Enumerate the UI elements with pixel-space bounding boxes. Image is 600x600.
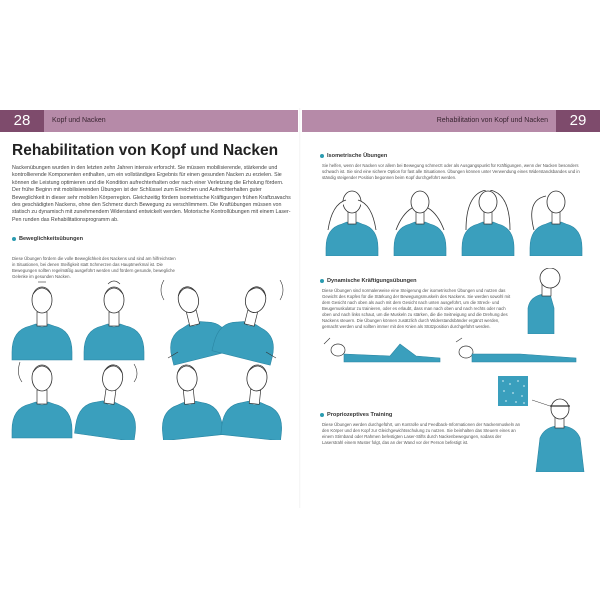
- left-running-head: Kopf und Nacken: [52, 117, 106, 124]
- right-running-head: Rehabilitation von Kopf und Nacken: [436, 117, 548, 124]
- mobility-figure-4: [212, 280, 288, 365]
- right-header-band: [302, 110, 600, 132]
- isometric-figure-3: [462, 190, 514, 256]
- mobility-figure-6: [75, 361, 145, 440]
- section-bullet-icon: [320, 413, 324, 417]
- isometric-figure-2: [394, 191, 446, 256]
- section-heading-text: Propriozeptives Training: [327, 412, 393, 418]
- isometric-figure-1: [326, 191, 378, 256]
- section-bullet-icon: [320, 154, 324, 158]
- left-page-number: 28: [0, 110, 44, 132]
- mobility-figure-5: [12, 362, 72, 438]
- side-neck-figure: [520, 268, 580, 334]
- isometric-exercise-figures: [318, 190, 590, 256]
- isometric-figure-4: [530, 191, 582, 256]
- section-heading-text: Beweglichkeitsübungen: [19, 236, 84, 242]
- mobility-exercise-figures: [6, 280, 296, 440]
- lying-exercise-figures: [320, 334, 584, 364]
- section-heading-mobility: [12, 236, 83, 242]
- left-header-band: [0, 110, 298, 132]
- dynamic-text: Diese Übungen sind normalerweise eine Steigerung der isometrischen Übungen und nutzen das Gewicht des Kopfes für die Stärkung der Bewegungsmuskeln des Nackens. Sie werden sowohl mit dem Gesicht nach oben als auch mit dem Gesicht nach unten ausgeführt, um die Streck- und Beugemuskulatur zu trainieren, oder es erlaubt, dass man nach oben und nach rechts oder nach oben und nach links schaut, um die Muskeln zu stärken, die die Seitneigung und die Drehung des Nackens steuern. Die Übungen können zusätzlich durch Widerstandsbänder ergänzt werden, gemacht werden und sollten immer mit den Knien als Stützposition durchgeführt werden.: [322, 288, 511, 329]
- laser-target-pattern: [498, 376, 528, 406]
- prone-figure: [456, 338, 576, 362]
- supine-figure: [324, 338, 440, 362]
- mobility-text: Diese Übungen fördern die volle Beweglichkeit des Nackens und sind am hilfreichsten in Situationen, bei denen Steifigkeit statt Schmerzen das Hauptmerkmal ist. Die Bewegungen sollten regelmäßig ausgeführt werden und fördern gesunde, bewegliche Gelenke im gesunden Nacken.: [12, 256, 176, 279]
- section-bullet-icon: [12, 237, 16, 241]
- intro-paragraph: Nackenübungen wurden in den letzten zehn Jahren intensiv erforscht. Sie müssen mobilisierende, stärkende und kontrollierende Komponenten enthalten, um ein vollständiges Ergebnis für einen gesunden Nacken zu erzielen. Sie können die Leistung optimieren und die Kondition aufrechterhalten oder nach einer Verletzung die Erholung fördern. Der frühe Beginn mit mobilisierenden Übungen ist der Schlüssel zum Erreichen und Aufrechterhalten guter Beweglichkeit in dieser sehr mobilen Körperregion. Gleichzeitig fördern isometrische Kräftigungen frühen Kraftzuwachs des geschädigten Nackens, ohne den Schmerz durch Bewegung zu verschlimmern. Die Kraftübungen müssen von statisch zu dynamisch mit zunehmendem Widerstand entwickelt werden. Motorische Kontrollübungen mit einem Laser-Pen runden das Rehabilitationsprogramm ab.: [12, 165, 291, 223]
- mobility-figure-2: [84, 281, 144, 360]
- section-heading-text: Isometrische Übungen: [327, 153, 388, 159]
- mobility-figure-1: [12, 282, 72, 360]
- section-heading-dynamic: [320, 278, 417, 284]
- proprio-text: Diese Übungen werden durchgeführt, um Kontrolle und Feedback-Informationen der Nackenmuskeln an den Körper und den Kopf zur Gleichgewichtsschulung zu nutzen. Sie beinhalten das Steuern eines an einem Stirnband oder Rahmen befestigten Laser-Stifts durch Nackenbewegungen, sodass der Laserstrahl einem Muster folgt, das an der Wand vor der Person befestigt ist.: [322, 422, 521, 445]
- section-heading-isometric: [320, 153, 387, 159]
- mobility-figure-7: [156, 352, 223, 440]
- laser-headband-figure: [528, 398, 590, 472]
- isometric-text: Sie helfen, wenn der Nacken vor allem bei Bewegung schmerzt oder als Ausgangspunkt für Kräftigungen, wenn der Nacken besonders schwach ist. Sie sind eine sichere Option für fast alle Situationen. Übungen können unter Verwendung eines Widerstandsbandes und in ständig steigender Position begonnen beim Kopf durchgeführt werden.: [322, 163, 580, 180]
- page-title: Rehabilitation von Kopf und Nacken: [12, 142, 279, 159]
- mobility-figure-8: [221, 352, 288, 440]
- page-gutter: [299, 108, 301, 508]
- section-bullet-icon: [320, 279, 324, 283]
- section-heading-proprio: [320, 412, 392, 418]
- section-heading-text: Dynamische Kräftigungsübungen: [327, 278, 417, 284]
- right-page-number: 29: [556, 110, 600, 132]
